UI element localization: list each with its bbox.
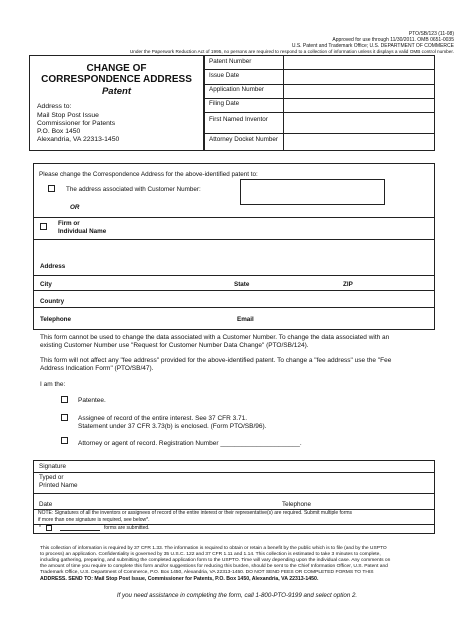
date-label: Date xyxy=(39,501,53,508)
typed-name-field[interactable] xyxy=(89,473,429,491)
signature-section xyxy=(33,460,435,534)
city-line: Alexandria, VA 22313-1450 xyxy=(37,136,120,143)
customer-number-field[interactable] xyxy=(240,179,385,205)
address-label: Address xyxy=(40,263,66,270)
state-label: State xyxy=(234,281,250,288)
city-label: City xyxy=(40,281,52,288)
or-label: OR xyxy=(70,204,80,211)
firm-label-2: Individual Name xyxy=(58,228,107,235)
i-am-label: I am the: xyxy=(40,381,66,388)
first-inventor-field[interactable] xyxy=(285,113,433,132)
telephone-label: Telephone xyxy=(40,316,72,323)
application-number-field[interactable] xyxy=(285,85,433,97)
commissioner-line: Commissioner for Patents xyxy=(37,120,116,127)
filing-date-label: Filing Date xyxy=(209,100,240,107)
customer-number-notice-line1: This form cannot be used to change the data associated with a Customer Number. To change the data associated with an xyxy=(40,334,390,341)
burden-line-5: Trademark Office, U.S. Department of Commerce, P.O. Box 1450, Alexandria, VA 22313-1450. DO NOT SEND FEES OR COMPLETED FORMS TO THIS xyxy=(40,570,374,575)
firm-label-1: Firm or xyxy=(58,220,80,227)
email-field[interactable] xyxy=(262,309,429,323)
signature-note-line1: NOTE: Signatures of all the inventors or assignees of record of the entire interest or their representative(s) are required. Submit multiple forms xyxy=(38,510,353,516)
docket-number-field[interactable] xyxy=(285,134,433,149)
forms-submitted-label: forms are submitted. xyxy=(104,525,150,531)
send-to-line: ADDRESS. SEND TO: Mail Stop Post Issue, Commissioner for Patents, P.O. Box 1450, Alexandria, VA 22313-1450. xyxy=(40,576,319,582)
burden-line-3: including gathering, preparing, and submitting the completed application form to the USPTO. Time will vary depending upon the individual case. Any comments on xyxy=(40,558,391,563)
address-to-label: Address to: xyxy=(37,103,72,110)
country-field[interactable] xyxy=(84,292,429,305)
customer-number-checkbox[interactable] xyxy=(48,185,55,192)
email-label: Email xyxy=(237,316,254,323)
change-instruction: Please change the Correspondence Address for the above-identified patent to: xyxy=(39,171,258,178)
po-box-line: P.O. Box 1450 xyxy=(37,128,81,135)
application-number-label: Application Number xyxy=(209,86,264,93)
form-title-line2: CORRESPONDENCE ADDRESS xyxy=(41,74,192,85)
burden-line-2: to process) an application. Confidentiality is governed by 35 U.S.C. 122 and 37 CFR 1.11 and 1.14. This collection is estimated to take 3 minutes to complete, xyxy=(40,552,381,557)
title-box xyxy=(29,55,204,151)
patentee-label: Patentee. xyxy=(78,397,106,404)
form-number: PTO/SB/123 (11-08) xyxy=(408,31,454,37)
approval-line: Approved for use through 11/30/2011. OMB 0651-0035 xyxy=(332,37,454,43)
country-label: Country xyxy=(40,298,65,305)
signature-note-line2: if more than one signature is required, see below*. xyxy=(38,517,150,523)
typed-name-label-2: Printed Name xyxy=(39,482,78,489)
forms-count-blank[interactable] xyxy=(60,530,100,531)
issue-date-field[interactable] xyxy=(285,71,433,83)
filing-date-field[interactable] xyxy=(285,99,433,111)
burden-line-4: the amount of time you require to complete this form and/or suggestions for reducing this burden, should be sent to the Chief Information Officer, U.S. Patent and xyxy=(40,564,388,569)
address-field[interactable] xyxy=(84,241,429,271)
patentee-checkbox[interactable] xyxy=(61,396,68,403)
customer-number-label: The address associated with Customer Number: xyxy=(66,186,201,193)
fee-address-notice-line2: Address Indication Form" (PTO/SB/47). xyxy=(40,365,154,372)
patent-number-field[interactable] xyxy=(285,57,433,68)
fee-address-notice-line1: This form will not affect any "fee address" provided for the above-identified patent. To change a "fee address" use the "Fee xyxy=(40,357,392,364)
form-title-line1: CHANGE OF xyxy=(86,63,147,74)
first-inventor-label: First Named Inventor xyxy=(209,116,268,123)
typed-name-label-1: Typed or xyxy=(39,474,64,481)
sig-telephone-field[interactable] xyxy=(324,495,429,506)
agency-line: U.S. Patent and Trademark Office; U.S. DEPARTMENT OF COMMERCE xyxy=(291,43,454,49)
docket-number-label: Attorney Docket Number xyxy=(209,136,278,143)
pra-notice: Under the Paperwork Reduction Act of 1995, no persons are required to respond to a collection of information unless it displays a valid OMB control number. xyxy=(129,49,454,54)
assistance-line: If you need assistance in completing the form, call 1-800-PTO-9199 and select option 2. xyxy=(116,592,358,599)
patent-number-label: Patent Number xyxy=(209,58,252,65)
zip-field[interactable] xyxy=(359,276,429,288)
firm-name-field[interactable] xyxy=(124,219,429,237)
date-field[interactable] xyxy=(64,495,274,506)
sig-telephone-label: Telephone xyxy=(282,501,312,508)
customer-number-notice-line2: existing Customer Number use "Request for Customer Number Data Change" (PTO/SB/124). xyxy=(40,342,309,349)
form-subtitle: Patent xyxy=(101,86,132,97)
signature-field[interactable] xyxy=(89,462,429,471)
multiple-forms-checkbox[interactable] xyxy=(46,525,52,531)
mail-stop-line: Mail Stop Post Issue xyxy=(37,112,99,119)
assignee-label-line2: Statement under 37 CFR 3.73(b) is enclosed. (Form PTO/SB/96). xyxy=(78,423,267,430)
zip-label: ZIP xyxy=(343,281,353,288)
attorney-checkbox[interactable] xyxy=(61,437,68,444)
state-field[interactable] xyxy=(260,276,338,288)
telephone-field[interactable] xyxy=(84,309,229,323)
attorney-label: Attorney or agent of record. Registration Number ______________________. xyxy=(78,440,302,447)
assignee-checkbox[interactable] xyxy=(61,414,68,421)
signature-label: Signature xyxy=(39,463,66,470)
firm-checkbox[interactable] xyxy=(40,223,47,230)
assignee-label-line1: Assignee of record of the entire interest. See 37 CFR 3.71. xyxy=(78,415,248,422)
correspondence-address-section xyxy=(33,163,435,330)
burden-line-1: This collection of information is required by 37 CFR 1.33. The information is required to obtain or retain a benefit by the public which is to file (and by the USPTO xyxy=(40,546,387,551)
forms-asterisk: * xyxy=(39,525,41,531)
city-field[interactable] xyxy=(64,276,224,288)
patent-id-table xyxy=(204,55,435,151)
issue-date-label: Issue Date xyxy=(209,72,240,79)
